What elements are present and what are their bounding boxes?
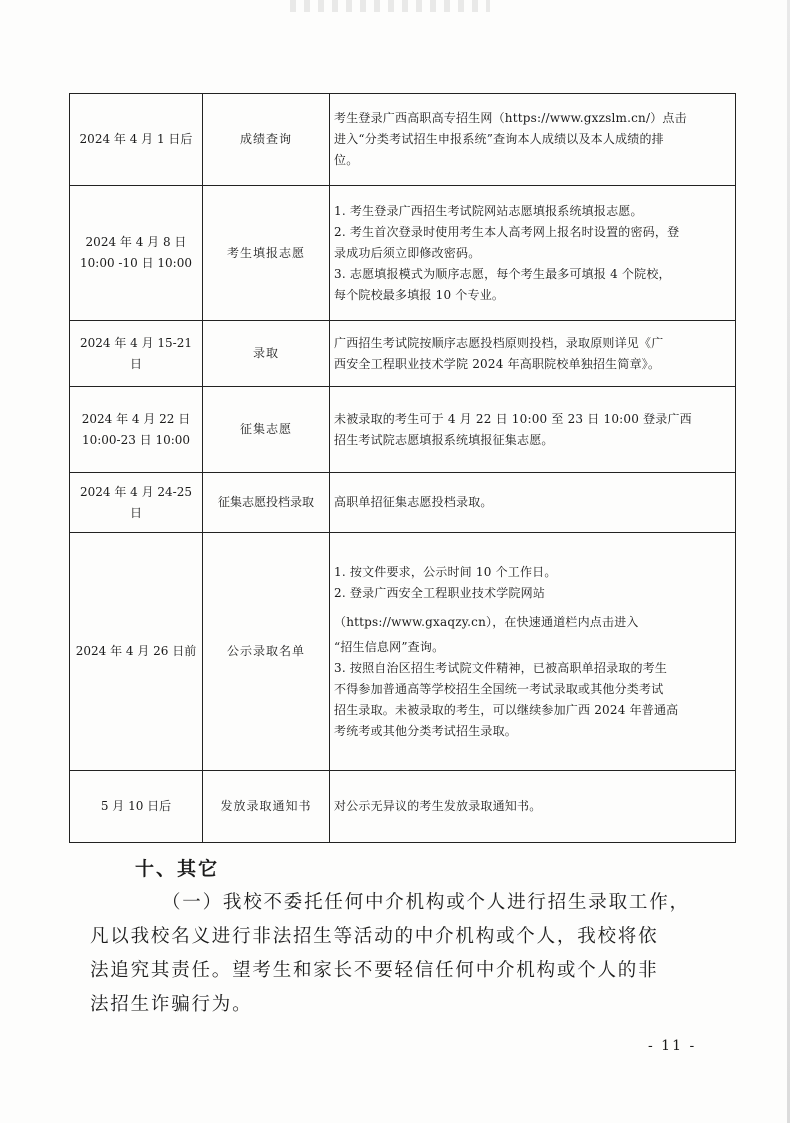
description-cell [330,771,736,843]
time-cell [70,94,203,186]
description-cell [330,186,736,321]
item-cell: 考生填报志愿 [203,186,330,321]
section-heading: 十、其它 [135,858,220,880]
time-line: 2024 年 4 月 15-21 日 [79,335,193,371]
time-line: 10:00-23 日 10:00 [81,432,191,447]
description-line: 3. 按照自治区招生考试院文件精神，已被高职单招录取的考生 [334,660,668,675]
description-line: 1. 考生登录广西招生考试院网站志愿填报系统填报志愿。 [334,203,643,218]
page-number: - 11 - [648,1038,697,1054]
description-cell [330,321,736,387]
description-line: 录成功后须立即修改密码。 [334,245,481,260]
time-line: 2024 年 4 月 8 日 [85,235,187,249]
table-row [70,533,736,771]
description-cell [330,473,736,533]
description-line: 1. 按文件要求，公示时间 10 个工作日。 [334,564,557,579]
description-line: 招生考试院志愿填报系统填报征集志愿。 [334,432,554,447]
table-row [70,94,736,186]
description-cell [330,94,736,186]
description-line: “招生信息网”查询。 [334,639,445,654]
description-line: 考统考或其他分类考试招生录取。 [334,723,518,738]
item-cell: 征集志愿 [203,387,330,473]
description-line: 高职单招征集志愿投档录取。 [334,495,493,509]
table-row [70,473,736,533]
time-line: 10:00 -10 日 10:00 [80,256,192,270]
paragraph-line: 凡以我校名义进行非法招生等活动的中介机构或个人，我校将依 [90,926,659,947]
description-cell [330,533,736,771]
scan-bleed-through [290,0,490,12]
description-line: 进入“分类考试招生申报系统”查询本人成绩以及本人成绩的排 [334,132,664,146]
description-cell [330,387,736,473]
description-line: （https://www.gxaqzy.cn），在快速通道栏内点击进入 [334,614,639,629]
description-line: 对公示无异议的考生发放录取通知书。 [334,799,542,813]
section-paragraph [90,886,690,1022]
description-line: 位。 [334,153,359,167]
time-cell [70,387,203,473]
description-line: 广西招生考试院按顺序志愿投档原则投档，录取原则详见《广 [334,335,664,350]
description-line: 不得参加普通高等学校招生全国统一考试录取或其他分类考试 [334,681,664,696]
table-row [70,387,736,473]
time-line: 5 月 10 日后 [100,799,172,813]
description-line: 考生登录广西高职高专招生网（https://www.gxzslm.cn/）点击 [334,111,687,125]
time-cell [70,186,203,321]
description-line: 每个院校最多填报 10 个专业。 [334,287,505,302]
item-cell: 录取 [203,321,330,387]
description-line: 2. 登录广西安全工程职业技术学院网站 [334,585,546,600]
description-line: 2. 考生首次登录时使用考生本人高考网上报名时设置的密码，登 [334,224,680,239]
description-line: 3. 志愿填报模式为顺序志愿，每个考生最多可填报 4 个院校， [334,266,671,281]
table-row [70,771,736,843]
time-cell [70,321,203,387]
paragraph-line: 法追究其责任。望考生和家长不要轻信任何中介机构或个人的非 [90,960,659,981]
table-row [70,186,736,321]
description-line: 未被录取的考生可于 4 月 22 日 10:00 至 23 日 10:00 登录广西 [334,411,692,426]
item-cell: 征集志愿投档录取 [203,473,330,533]
time-cell [70,771,203,843]
time-cell [70,473,203,533]
time-line: 2024 年 4 月 22 日 [81,411,191,426]
description-line: 西安全工程职业技术学院 2024 年高职院校单独招生简章》。 [334,356,661,371]
time-line: 2024 年 4 月 26 日前 [75,644,197,658]
description-line: 招生录取。未被录取的考生，可以继续参加广西 2024 年普通高 [334,702,679,717]
table-row [70,321,736,387]
item-cell: 发放录取通知书 [203,771,330,843]
paragraph-line: 法招生诈骗行为。 [90,994,253,1015]
item-cell: 成绩查询 [203,94,330,186]
admission-schedule-table [69,93,736,843]
paragraph-line: （一）我校不委托任何中介机构或个人进行招生录取工作， [162,892,690,913]
item-cell: 公示录取名单 [203,533,330,771]
time-line: 2024 年 4 月 24-25 日 [79,484,193,520]
time-line: 2024 年 4 月 1 日后 [79,132,193,146]
time-cell [70,533,203,771]
